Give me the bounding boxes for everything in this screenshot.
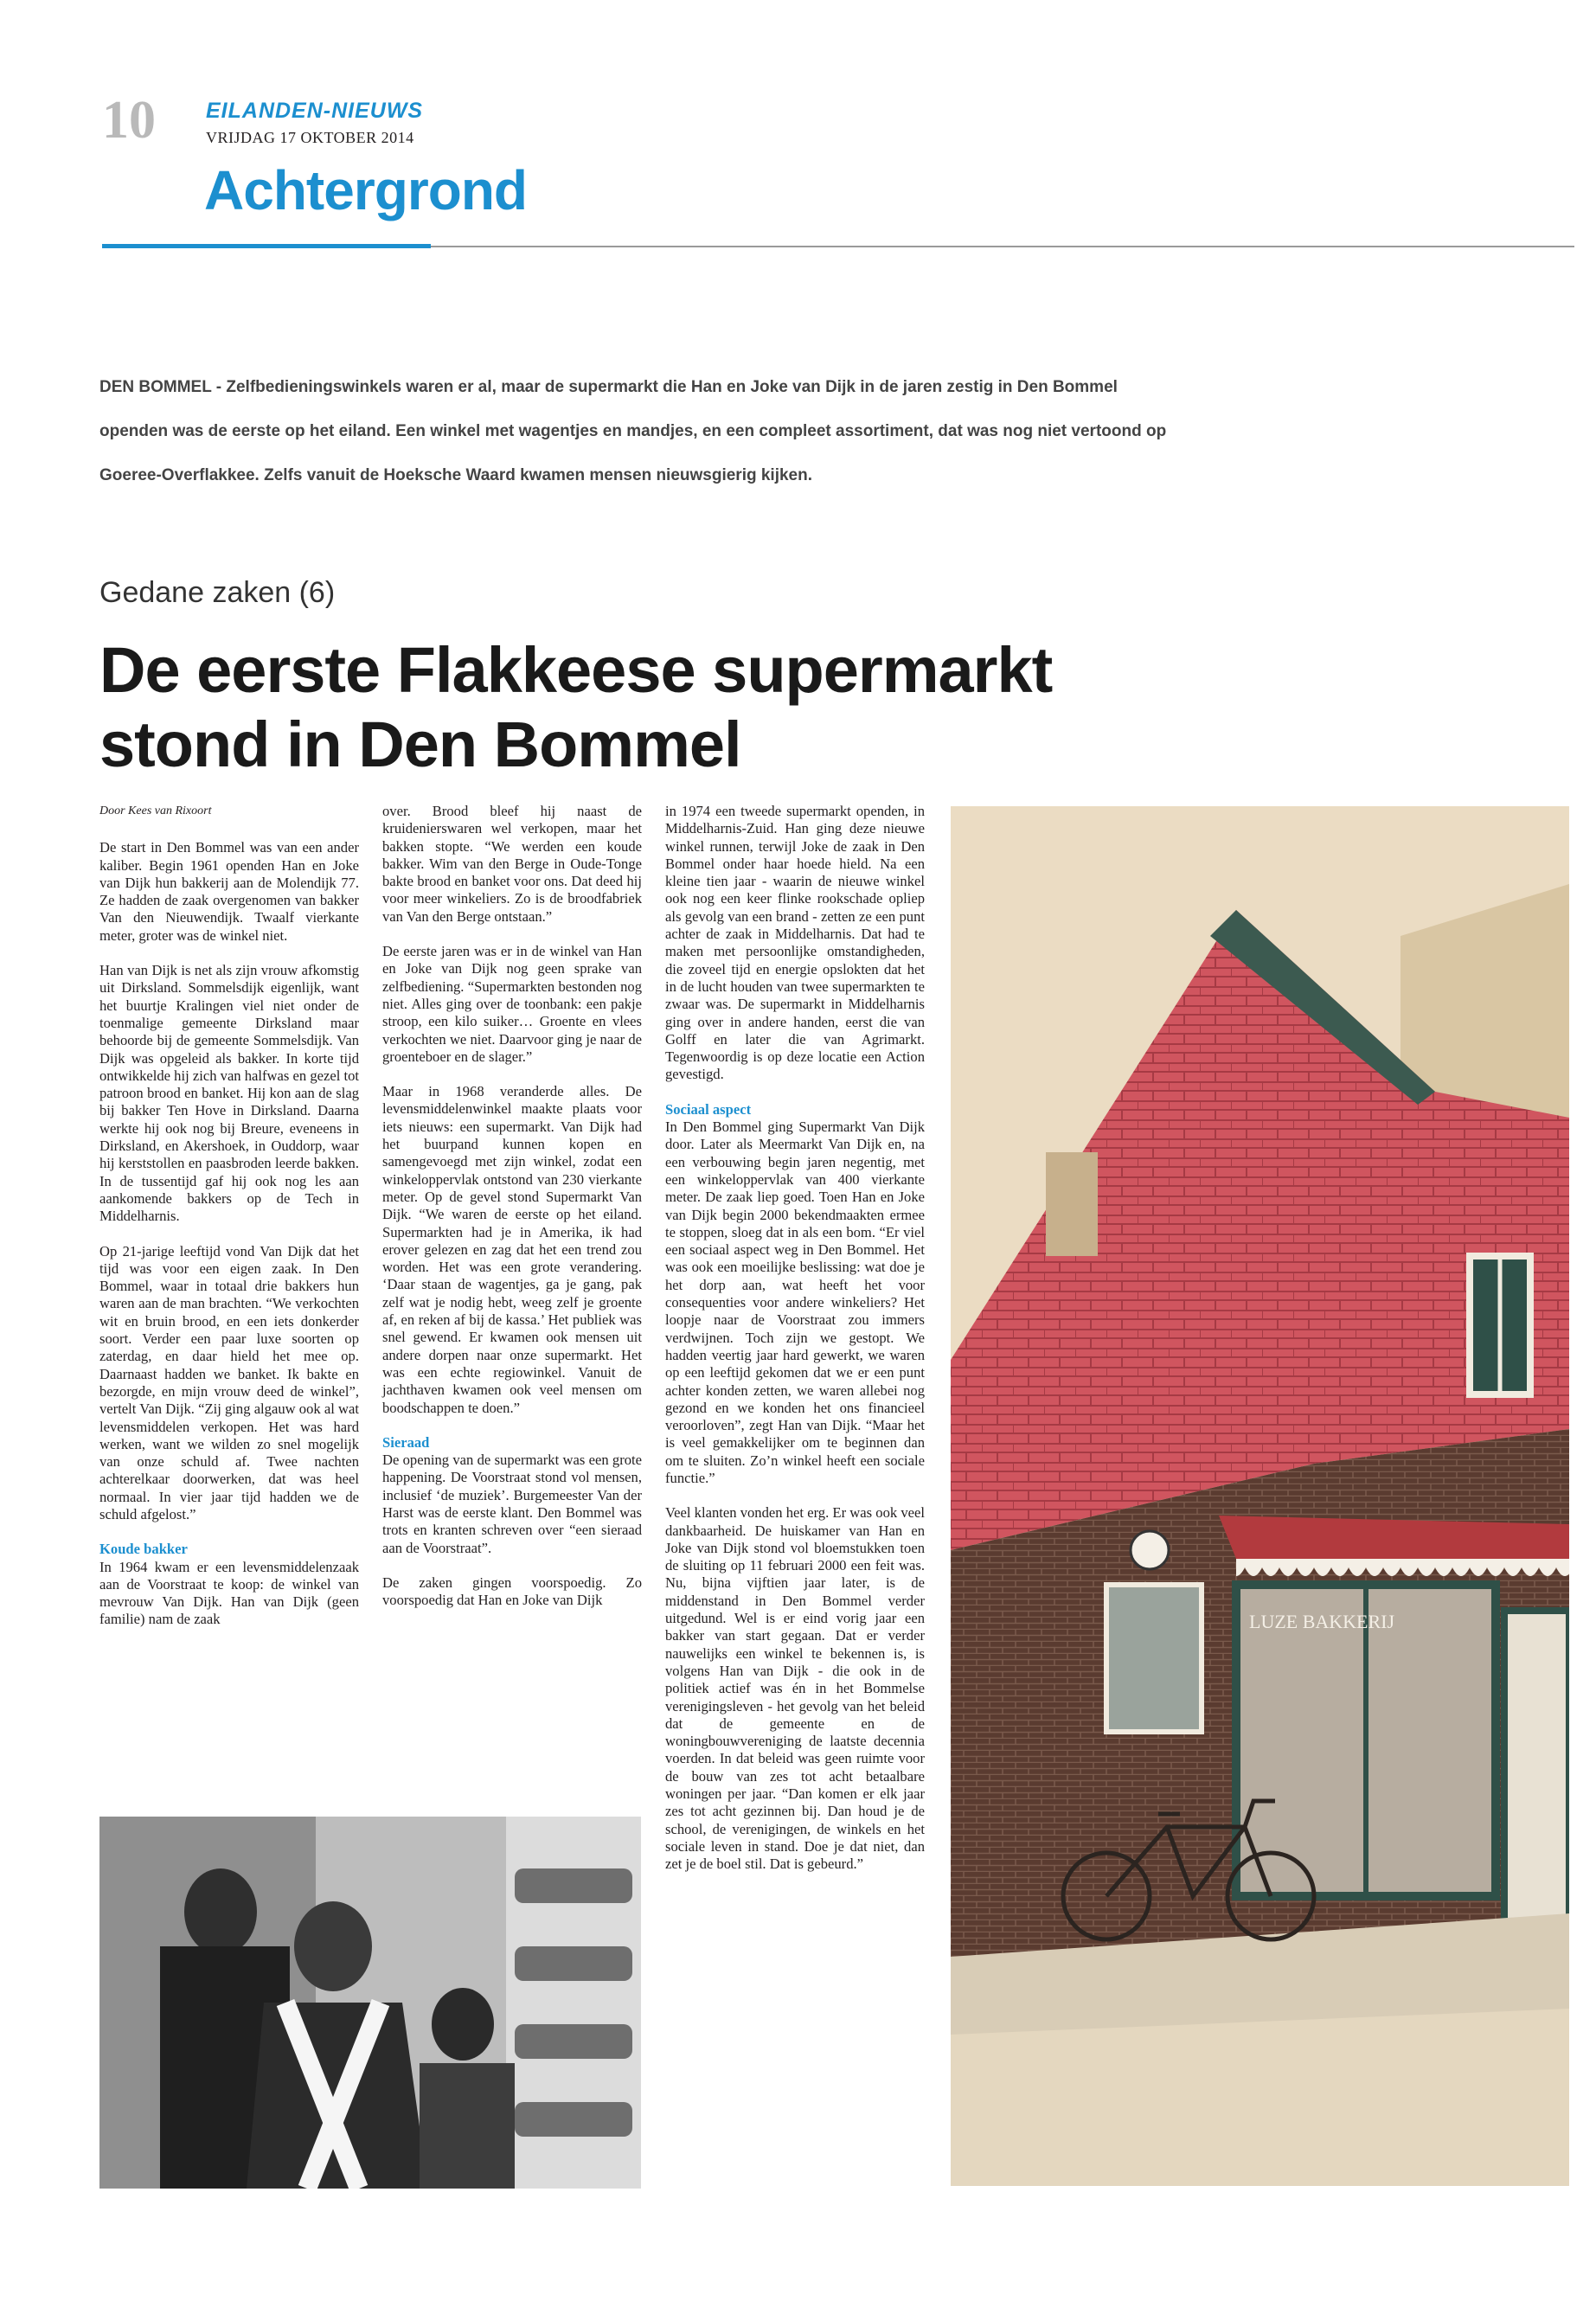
interior-photo <box>99 1817 641 2189</box>
section-title: Achtergrond <box>204 159 527 221</box>
headline-line-2: stond in Den Bommel <box>99 708 741 780</box>
article-column-3 <box>665 803 925 1891</box>
paragraph: De eerste jaren was er in de winkel van Han en Joke van Dijk nog geen sprake van zelfbediening. “Supermarkten bestonden nog niet. Alles ging over de toonbank: een pakje stroop, een kilo suiker… Groente en vlees verkochten we niet. Daarvoor ging je naar de groenteboer en de slager.” <box>382 943 642 1065</box>
storefront-illustration <box>951 806 1569 2186</box>
subheading-sieraad: Sieraad <box>382 1433 430 1451</box>
subheading-sociaal-aspect: Sociaal aspect <box>665 1100 752 1118</box>
storefront-photo <box>951 806 1569 2186</box>
paragraph: Veel klanten vonden het erg. Er was ook veel dankbaarheid. De huiskamer van Han en Joke van Dijk stond vol bloemstukken toen de sluiting op 11 februari 2000 een feit was. Nu, bijna vijftien jaar later, is de middenstand in Den Bommel verder uitgedund. Wel is er eind vorig jaar een bakker van start gegaan. Dat er verder nauwelijks een winkel te bekennen is, is volgens Han van Dijk - die ook in de politiek actief was én in het Bommelse verenigingsleven - het gevolg van het beleid dat de gemeente en de woningbouwvereniging de laatste decennia voerden. In dat beleid was geen ruimte voor de bouw van zes tot acht betaalbare woningen per jaar. “Dan komen er elk jaar zes tot acht gezinnen bij. Dan houd je de school, de verenigingen, de winkels en het sociale leven in stand. Doe je dat niet, dan zet je de boel stil. Dat is gebeurd.” <box>665 1504 925 1873</box>
paragraph: De start in Den Bommel was van een ander kaliber. Begin 1961 openden Han en Joke van Dijk hun bakkerij aan de Molendijk 77. Ze hadden de zaak overgenomen van bakker Van den Nieuwendijk. Twaalf vierkante meter, groter was de winkel niet. <box>99 839 359 944</box>
paragraph: in 1974 een tweede supermarkt openden, in Middelharnis-Zuid. Han ging deze nieuwe winkel runnen, terwijl Joke de zaak in Den Bommel onder haar hoede hield. Na een kleine tien jaar - waarin de nieuwe winkel ook nog een keer flinke rookschade opliep als gevolg van een brand - zetten ze een punt achter de zaak in Middelharnis. Dat had te maken met persoonlijke omstandigheden, die zoveel tijd en energie opslokten dat het in de lucht houden van twee supermarkten te zwaar was. De supermarkt in Middelharnis ging over in andere handen, eerst die van Golff en later die van Agrimarkt. Tegenwoordig is op deze locatie een Action gevestigd. <box>665 803 925 1083</box>
paragraph: In 1964 kwam er een levensmiddelenzaak aan de Voorstraat te koop: de winkel van mevrouw Van Dijk. Han van Dijk (geen familie) nam de zaak <box>99 1558 359 1628</box>
paragraph: Maar in 1968 veranderde alles. De levensmiddelenwinkel maakte plaats voor iets nieuws: een supermarkt. Van Dijk had het buurpand kunnen kopen en samengevoegd met zijn winkel, zodat een winkeloppervlak ontstond van 230 vierkante meter. Op de gevel stond Supermarkt Van Dijk. “We waren de eerste op het eiland. Supermarkten had je in Amerika, ik had erover gelezen en zag dat het een trend zou worden. Het was een grote verandering. ‘Daar staan de wagentjes, ga je gang, pak zelf wat je nodig hebt, weeg zelf je groente af, en reken af bij de kassa.’ Het publiek was snel gewend. Er kwamen ook mensen uit andere dorpen naar onze supermarkt. Het was een echte regiowinkel. Vanuit de jachthaven kwamen ook veel mensen om boodschappen te doen.” <box>382 1083 642 1416</box>
paragraph: De opening van de supermarkt was een grote happening. De Voorstraat stond vol mensen, inclusief ‘de muziek’. Burgemeester Van der Harst was de eerste klant. Den Bommel was trots en kranten schreven over “een sieraad aan de Voorstraat”. <box>382 1452 642 1556</box>
paragraph: Op 21-jarige leeftijd vond Van Dijk dat het tijd was voor een eigen zaak. In Den Bommel, waar in totaal drie bakkers hun waren aan de man brachten. “We verkochten wit en bruin brood, en een iets donkerder soort. Verder een paar luxe soorten op zaterdag, en daar hield het mee op. Daarnaast hadden we banket. Ik bakte en bezorgde, en mijn vrouw deed de winkel”, vertelt Van Dijk. “Zij ging algauw ook al wat levensmiddelen verkopen. Het was hard werken, want we wilden zo snel mogelijk van onze schuld af. Twee nachten achterelkaar doorwerken, dat was heel normaal. In vier jaar tijd hadden we de schuld afgelost.” <box>99 1242 359 1522</box>
interior-illustration <box>99 1817 641 2189</box>
headline-line-1: De eerste Flakkeese supermarkt <box>99 634 1053 706</box>
article-column-1 <box>99 803 359 1646</box>
headline <box>99 633 1094 782</box>
storefront-sign: LUZE BAKKERIJ <box>1249 1611 1395 1632</box>
section-rule-accent <box>102 244 431 248</box>
issue-date: VRIJDAG 17 OKTOBER 2014 <box>206 129 414 146</box>
article-column-2 <box>382 803 642 1626</box>
page-number: 10 <box>102 91 156 150</box>
paragraph: over. Brood bleef hij naast de kruidenierswaren wel verkopen, maar het bakken stopte. “We werden een koude bakker. Wim van den Berge in Oude-Tonge bakte brood en banket voor ons. Dat deed hij voor meer winkeliers. Zo is de broodfabriek van Van den Berge ontstaan.” <box>382 803 642 925</box>
subheading-koude-bakker: Koude bakker <box>99 1541 188 1558</box>
paragraph: In Den Bommel ging Supermarkt Van Dijk door. Later als Meermarkt Van Dijk en, na een verbouwing begin jaren negentig, met een winkeloppervlak van 400 vierkante meter. De zaak liep goed. Toen Han en Joke van Dijk begin 2000 bekendmaakten ermee te stoppen, sloeg dat in als een bom. “Er viel een sociaal aspect weg in Den Bommel. Het was ook een moeilijke beslissing: wat doe je het dorp aan, wat heeft het voor consequenties voor andere winkeliers? Het loopje naar de Voorstraat zou immers verdwijnen. Toch zijn we gestopt. We hadden veertig jaar hard gewerkt, we waren op een leeftijd gekomen dat we er een punt achter konden zetten, we waren allebei nog gezond en we konden het ons financieel veroorloven”, zegt Han van Dijk. “Maar het is veel gemakkelijker om te beginnen dan om te sluiten. Zo’n winkel heeft een sociale functie.” <box>665 1118 925 1486</box>
series-label: Gedane zaken (6) <box>99 576 336 609</box>
paragraph: Han van Dijk is net als zijn vrouw afkomstig uit Dirksland. Sommelsdijk eigenlijk, want het buurtje Kralingen viel niet onder de toenmalige gemeente Dirksland maar behoorde bij de gemeente Sommelsdijk. Van Dijk was opgeleid als bakker. In korte tijd ontwikkelde hij zich van halfwas en gezel tot patroon brood en banket. Hij kon aan de slag bij bakker Ten Hove in Dirksland. Daarna werkte hij ook nog bij Breure, eveneens in Dirksland, en Akershoek, in Ouddorp, waar hij kerststollen en paasbroden leerde bakken. In de tussentijd gaf hij ook nog les aan aankomende bakkers op de Tech in Middelharnis. <box>99 962 359 1225</box>
byline: Door Kees van Rixoort <box>99 804 212 817</box>
paragraph: De zaken gingen voorspoedig. Zo voorspoedig dat Han en Joke van Dijk <box>382 1574 642 1609</box>
section-rule <box>431 246 1574 247</box>
article-intro: DEN BOMMEL - Zelfbedieningswinkels waren er al, maar de supermarkt die Han en Joke van Dijk in de jaren zestig in Den Bommel openden was de eerste op het eiland. Een winkel met wagentjes en mandjes, en een compleet assortiment, dat was nog niet vertoond op Goeree-Overflakkee. Zelfs vanuit de Hoeksche Waard kwamen mensen nieuwsgierig kijken. <box>99 378 1167 484</box>
masthead-logo: EILANDEN-NIEUWS <box>206 99 424 123</box>
